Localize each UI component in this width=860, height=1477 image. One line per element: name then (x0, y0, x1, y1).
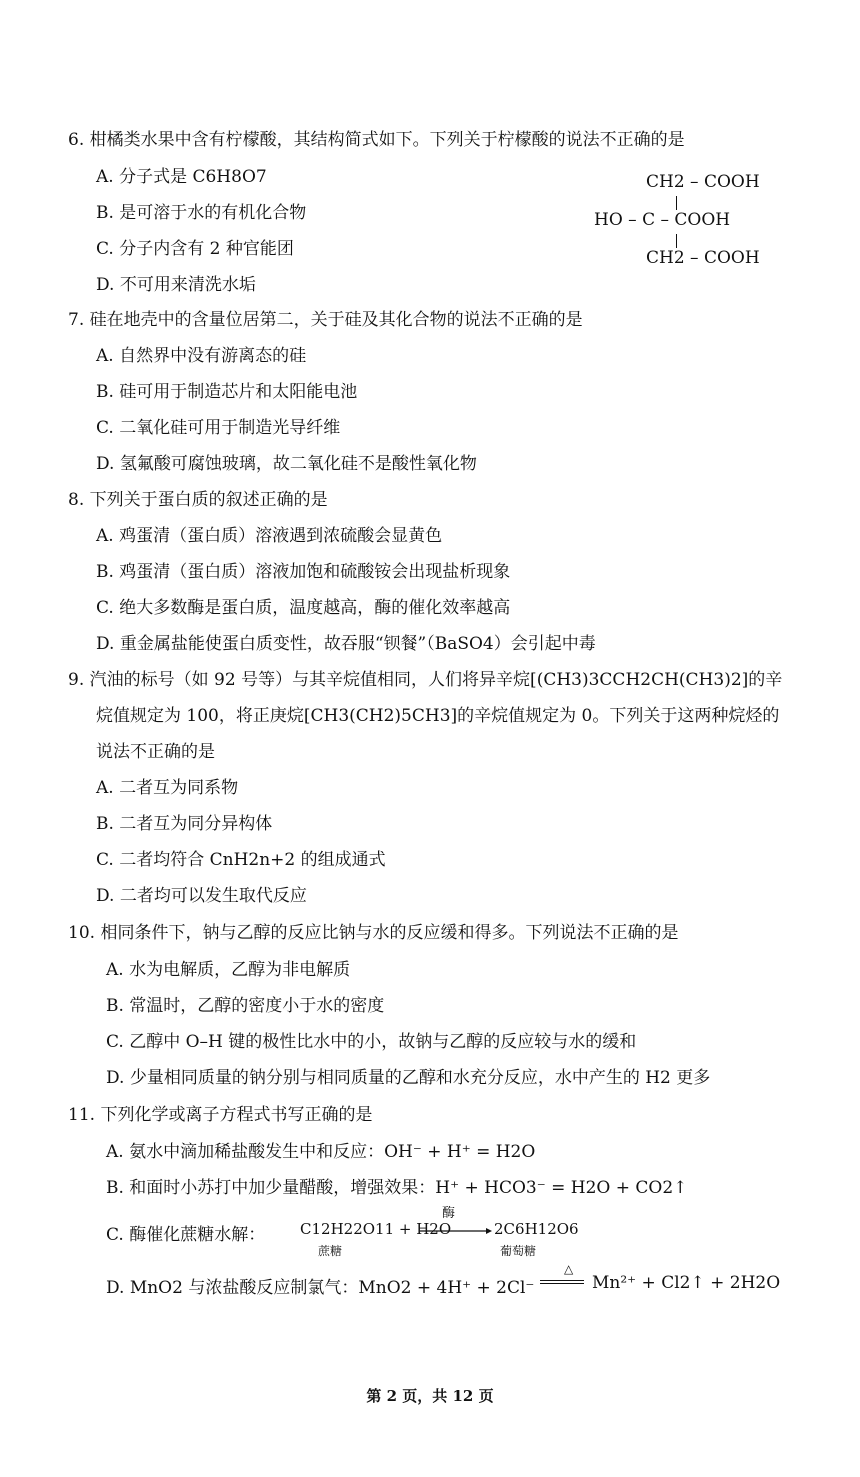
question-6-option-b: B. 是可溶于水的有机化合物 (96, 203, 307, 223)
question-10-option-d: D. 少量相同质量的钠分别与相同质量的乙醇和水充分反应，水中产生的 H2 更多 (106, 1068, 711, 1088)
page-footer: 第 2 页，共 12 页 (366, 1387, 494, 1405)
eq-c-right: 2C6H12O6 (494, 1220, 579, 1238)
question-9-option-a: A. 二者互为同系物 (96, 778, 239, 798)
question-6-option-a: A. 分子式是 C6H8O7 (96, 167, 267, 187)
eq-c-under-left: 蔗糖 (318, 1244, 343, 1258)
question-10-option-b: B. 常温时，乙醇的密度小于水的密度 (106, 996, 385, 1016)
eq-c-left: C12H22O11 + H2O (300, 1220, 452, 1238)
question-9-stem-line3: 说法不正确的是 (96, 742, 215, 762)
question-9-stem: 9. 汽油的标号（如 92 号等）与其辛烷值相同，人们将异辛烷[(CH3)3CCH2CH(CH3)2]的辛 (68, 670, 783, 690)
question-11-option-c (106, 1220, 265, 1245)
eq-c-catalyst: 酶 (442, 1206, 456, 1221)
structure-middle: HO – C – COOH (594, 210, 731, 230)
question-9-option-b: B. 二者互为同分异构体 (96, 814, 273, 834)
question-8-option-d: D. 重金属盐能使蛋白质变性，故吞服“钡餐”（BaSO4）会引起中毒 (96, 634, 596, 654)
question-11-option-a: A. 氨水中滴加稀盐酸发生中和反应：OH⁻ + H⁺ = H2O (106, 1142, 536, 1162)
question-9-option-d: D. 二者均可以发生取代反应 (96, 886, 307, 906)
question-7-stem: 7. 硅在地壳中的含量位居第二，关于硅及其化合物的说法不正确的是 (68, 310, 583, 330)
equation-c (300, 1206, 579, 1260)
question-8-option-b: B. 鸡蛋清（蛋白质）溶液加饱和硫酸铵会出现盐析现象 (96, 562, 511, 582)
question-11-option-d: D. MnO2 与浓盐酸反应制氯气：MnO2 + 4H⁺ + 2Cl⁻ (106, 1278, 535, 1298)
question-7-option-c: C. 二氧化硅可用于制造光导纤维 (96, 418, 341, 438)
question-8-stem: 8. 下列关于蛋白质的叙述正确的是 (68, 490, 328, 510)
question-9-option-c: C. 二者均符合 CnH2n+2 的组成通式 (96, 850, 386, 870)
structure-bottom: CH2 – COOH (646, 248, 760, 268)
structure-top: CH2 – COOH (646, 172, 760, 192)
question-7-option-d: D. 氢氟酸可腐蚀玻璃，故二氧化硅不是酸性氧化物 (96, 454, 477, 474)
question-7-option-a: A. 自然界中没有游离态的硅 (96, 346, 307, 366)
question-7-option-b: B. 硅可用于制造芯片和太阳能电池 (96, 382, 358, 402)
question-9-stem-line2: 烷值规定为 100，将正庚烷[CH3(CH2)5CH3]的辛烷值规定为 0。下列关于这两种烷烃的 (96, 706, 780, 726)
question-10-option-a: A. 水为电解质，乙醇为非电解质 (106, 960, 351, 980)
equation-d-condition (540, 1262, 600, 1292)
eq-c-under-right: 葡萄糖 (500, 1244, 537, 1258)
question-11-option-b: B. 和面时小苏打中加少量醋酸，增强效果：H⁺ + HCO3⁻ = H2O + CO2↑ (106, 1178, 688, 1198)
heat-icon: △ (564, 1262, 574, 1276)
question-6-stem: 6. 柑橘类水果中含有柠檬酸，其结构简式如下。下列关于柠檬酸的说法不正确的是 (68, 130, 685, 150)
question-10-stem: 10. 相同条件下，钠与乙醇的反应比钠与水的反应缓和得多。下列说法不正确的是 (68, 923, 679, 943)
question-11-stem: 11. 下列化学或离子方程式书写正确的是 (68, 1105, 373, 1125)
question-8-option-a: A. 鸡蛋清（蛋白质）溶液遇到浓硫酸会显黄色 (96, 526, 443, 546)
arrow-icon (420, 1226, 492, 1236)
question-10-option-c: C. 乙醇中 O–H 键的极性比水中的小，故钠与乙醇的反应较与水的缓和 (106, 1032, 637, 1052)
citric-acid-structure (594, 172, 784, 282)
question-8-option-c: C. 绝大多数酶是蛋白质，温度越高，酶的催化效率越高 (96, 598, 511, 618)
eq-d-right: Mn²⁺ + Cl2↑ + 2H2O (592, 1273, 781, 1293)
option-c-label: C. 酶催化蔗糖水解： (106, 1225, 266, 1245)
question-6-option-c: C. 分子内含有 2 种官能团 (96, 239, 294, 259)
question-6-option-d: D. 不可用来清洗水垢 (96, 275, 256, 295)
